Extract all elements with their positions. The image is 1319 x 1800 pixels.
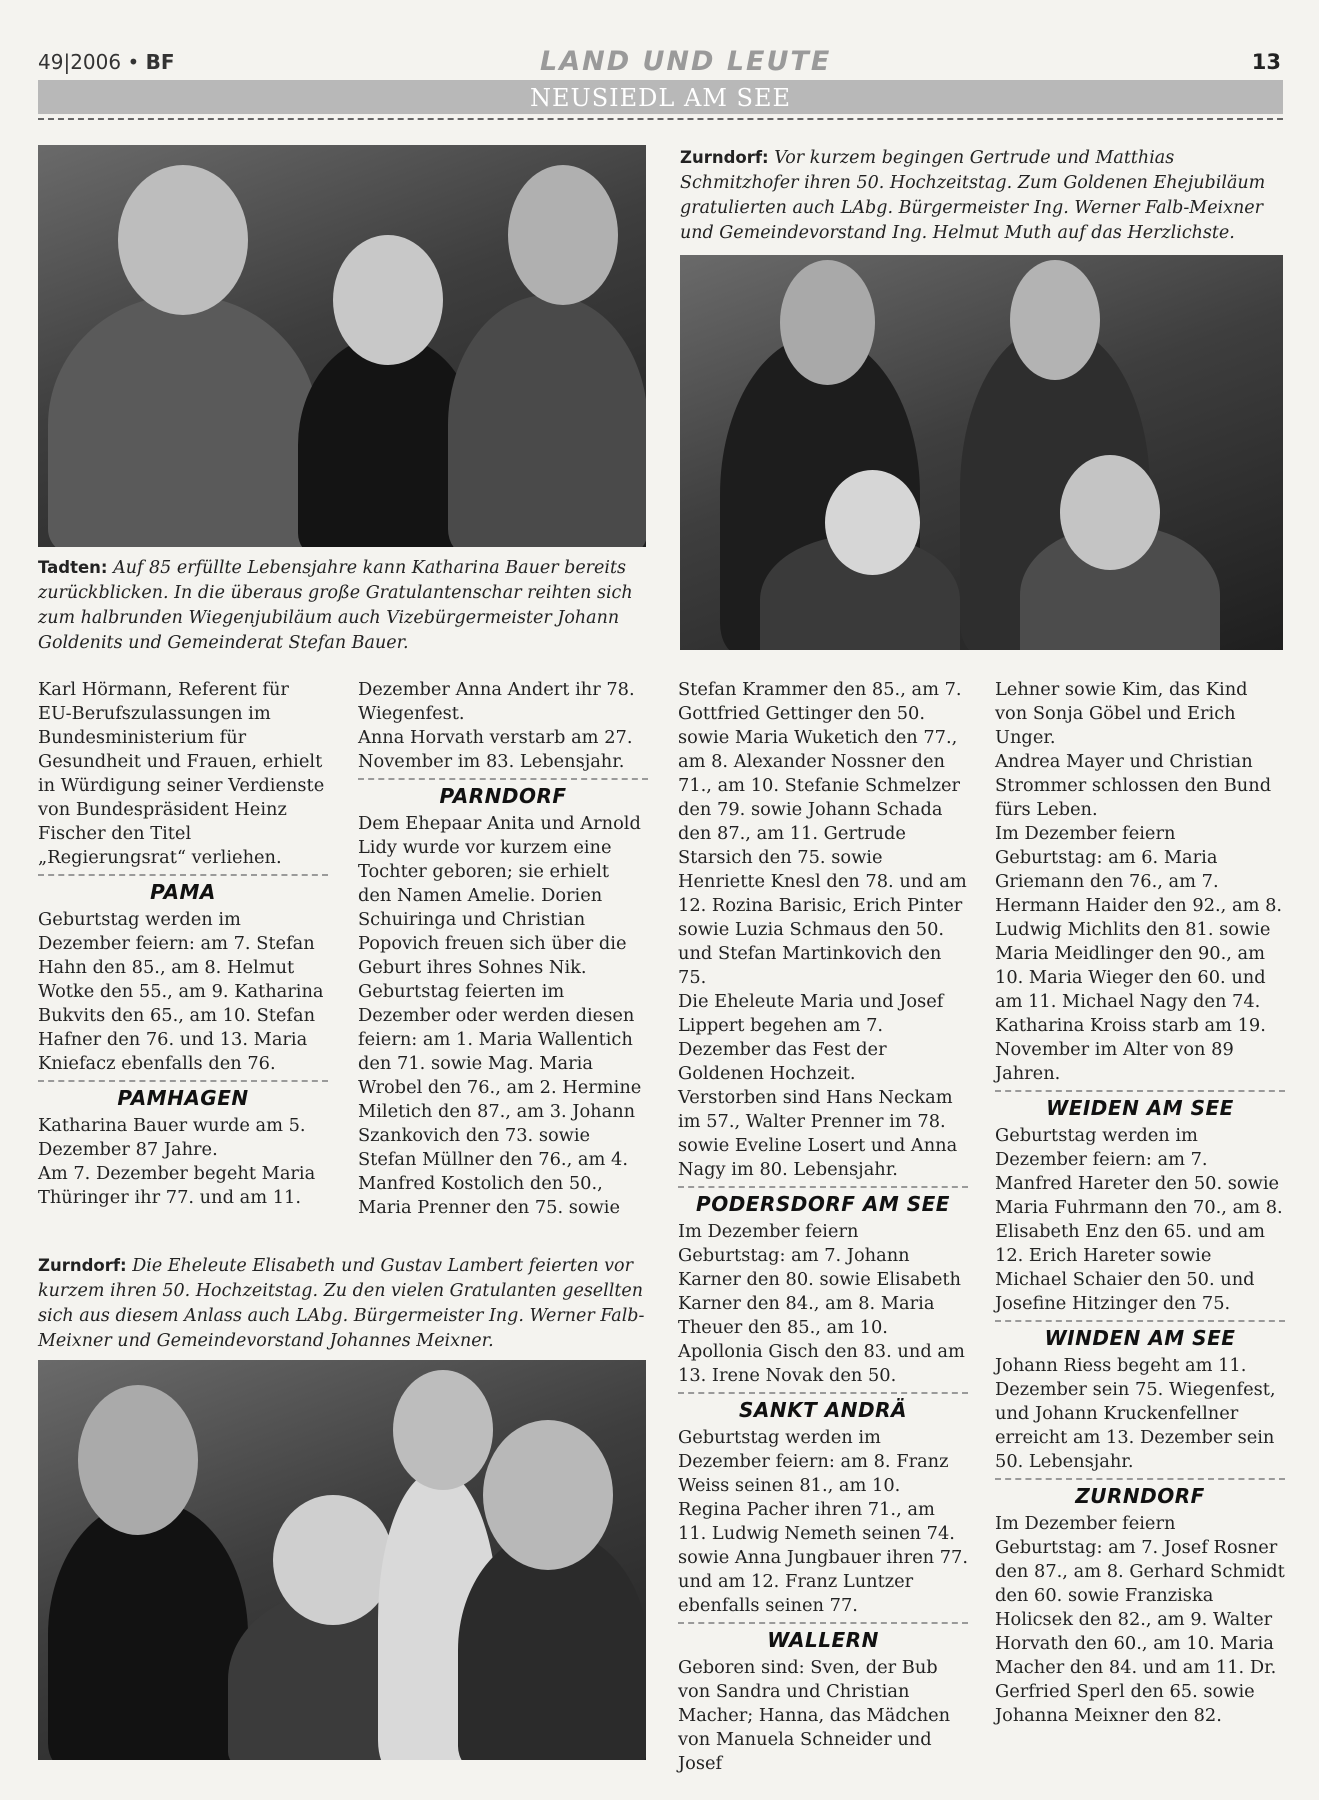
article-paragraph: Geburtstag werden im Dezember feiern: am 7. Manfred Hareter den 50. sowie Maria Fuhrmann den 70., am 8. Elisabeth Enz den 65. und am 12. Erich Hareter sowie Michael Schaier den 50. und Josefine Hitzinger den 75. — [995, 1125, 1283, 1314]
column-2 — [358, 678, 648, 1220]
photo-zurndorf-bottom — [38, 1360, 646, 1760]
caption-place: Zurndorf: — [680, 148, 769, 167]
article-paragraph: Geburtstag werden im Dezember feiern: am 7. Stefan Hahn den 85., am 8. Helmut Wotke den 55., am 9. Katharina Bukvits den 65., am 10. Stefan Hafner den 76. und 13. Maria Kniefacz ebenfalls den 76. — [38, 909, 324, 1074]
section-title: LAND UND LEUTE — [540, 46, 832, 77]
caption-zurndorf-top — [680, 145, 1280, 246]
article-paragraph: Im Dezember feiern Geburtstag: am 7. Johann Karner den 80. sowie Elisabeth Karner den 84., am 8. Maria Theuer den 85., am 10. Apollonia Gisch den 83. und am 13. Irene Novak den 50. — [678, 1221, 965, 1386]
photo-zurndorf-top — [680, 255, 1283, 650]
article-paragraph: Geboren sind: Sven, der Bub von Sandra und Christian Macher; Hanna, das Mädchen von Manuela Schneider und Josef — [678, 1657, 951, 1774]
caption-tadten — [38, 555, 646, 656]
article-paragraph: Lehner sowie Kim, das Kind von Sonja Göbel und Erich Unger. — [995, 679, 1248, 748]
section-heading-sankt-andrae: SANKT ANDRÄ — [678, 1392, 968, 1422]
article-paragraph: Karl Hörmann, Referent für EU-Berufszulassungen im Bundesministerium für Gesundheit und Frauen, erhielt in Würdigung seiner Verdienste von Bundespräsident Heinz Fischer den Titel „Regierungsrat“ verliehen. — [38, 679, 325, 868]
column-3 — [678, 678, 968, 1776]
article-paragraph: Stefan Krammer den 85., am 7. Gottfried Gettinger den 50. sowie Maria Wuketich den 77., am 8. Alexander Nossner den 71., am 10. Stefanie Schmelzer den 79. sowie Johann Schada den 87., am 11. Gertrude Starsich den 75. sowie Henriette Knesl den 78. und am 12. Rozina Barisic, Erich Pinter sowie Luzia Schmaus den 50. und Stefan Martinkovich den 75. — [678, 679, 967, 988]
article-paragraph: Katharina Bauer wurde am 5. Dezember 87 Jahre. — [38, 1115, 306, 1160]
article-paragraph: Im Dezember feiern Geburtstag: am 6. Maria Griemann den 76., am 7. Hermann Haider den 92., am 8. Ludwig Michlits den 81. sowie Maria Meidlinger den 90., am 10. Maria Wieger den 60. und am 11. Michael Nagy den 74. — [995, 823, 1283, 1012]
section-heading-pama: PAMA — [38, 874, 328, 904]
column-1 — [38, 678, 328, 1210]
article-paragraph: Am 7. Dezember begeht Maria Thüringer ihr 77. und am 11. — [38, 1163, 316, 1208]
article-paragraph: Anna Horvath verstarb am 27. November im 83. Lebensjahr. — [358, 727, 633, 772]
header-divider — [38, 118, 1283, 120]
article-paragraph: Dem Ehepaar Anita und Arnold Lidy wurde vor kurzem eine Tochter geboren; sie erhielt den Namen Amelie. Dorien Schuiringa und Christian Popovich freuen sich über die Geburt ihres Sohnes Nik. — [358, 813, 641, 978]
section-heading-podersdorf: PODERSDORF AM SEE — [678, 1186, 968, 1216]
issue-info — [38, 50, 175, 74]
article-paragraph: Katharina Kroiss starb am 19. November im Alter von 89 Jahren. — [995, 1015, 1266, 1084]
article-paragraph: Verstorben sind Hans Neckam im 57., Walter Prenner im 78. sowie Eveline Losert und Anna Nagy im 80. Lebensjahr. — [678, 1087, 958, 1180]
section-heading-wallern: WALLERN — [678, 1622, 968, 1652]
article-paragraph: Johann Riess begeht am 11. Dezember sein 75. Wiegenfest, und Johann Kruckenfellner erreicht am 13. Dezember sein 50. Lebensjahr. — [995, 1355, 1276, 1472]
paper-name: BF — [145, 50, 175, 74]
section-heading-winden: WINDEN AM SEE — [995, 1320, 1285, 1350]
photo-tadten — [38, 145, 646, 547]
article-paragraph: Dezember Anna Andert ihr 78. Wiegenfest. — [358, 679, 635, 724]
caption-place: Zurndorf: — [38, 1256, 127, 1275]
section-heading-zurndorf: ZURNDORF — [995, 1478, 1285, 1508]
caption-place: Tadten: — [38, 558, 108, 577]
section-heading-weiden: WEIDEN AM SEE — [995, 1090, 1285, 1120]
section-heading-pamhagen: PAMHAGEN — [38, 1080, 328, 1110]
region-banner: NEUSIEDL AM SEE — [38, 80, 1283, 114]
article-paragraph: Geburtstag werden im Dezember feiern: am 8. Franz Weiss seinen 81., am 10. Regina Pacher ihren 71., am 11. Ludwig Nemeth seinen 74. sowie Anna Jungbauer ihren 77. und am 12. Franz Luntzer ebenfalls seinen 77. — [678, 1427, 968, 1616]
caption-text: Vor kurzem begingen Gertrude und Matthias Schmitzhofer ihren 50. Hochzeitstag. Zum Goldenen Ehejubiläum gratulierten auch LAbg. Bürgermeister Ing. Werner Falb-Meixner und Gemeindevorstand Ing. Helmut Muth auf das Herzlichste. — [680, 148, 1266, 243]
article-paragraph: Geburtstag feierten im Dezember oder werden diesen feiern: am 1. Maria Wallentich den 71. sowie Mag. Maria Wrobel den 76., am 2. Hermine Miletich den 87., am 3. Johann Szankovich den 73. sowie Stefan Müllner den 76., am 4. Manfred Kostolich den 50., Maria Prenner den 75. sowie — [358, 981, 642, 1218]
section-heading-parndorf: PARNDORF — [358, 778, 648, 808]
issue-number: 49|2006 • — [38, 50, 140, 74]
page-number: 13 — [1251, 50, 1281, 74]
article-paragraph: Die Eheleute Maria und Josef Lippert begehen am 7. Dezember das Fest der Goldenen Hochzeit. — [678, 991, 944, 1084]
caption-text: Auf 85 erfüllte Lebensjahre kann Katharina Bauer bereits zurückblicken. In die überaus große Gratulantenschar reihten sich zum halbrunden Wiegenjubiläum auch Vizebürgermeister Johann Goldenits und Gemeinderat Stefan Bauer. — [38, 558, 633, 653]
article-paragraph: Im Dezember feiern Geburtstag: am 7. Josef Rosner den 87., am 8. Gerhard Schmidt den 60. sowie Franziska Holicsek den 82., am 9. Walter Horvath den 60., am 10. Maria Macher den 84. und am 11. Dr. Gerfried Sperl den 65. sowie Johanna Meixner den 82. — [995, 1513, 1285, 1726]
caption-text: Die Eheleute Elisabeth und Gustav Lambert feierten vor kurzem ihren 50. Hochzeitstag. Zu den vielen Gratulanten gesellten sich aus diesem Anlass auch LAbg. Bürgermeister Ing. Werner Falb-Meixner und Gemeindevorstand Johannes Meixner. — [38, 1256, 645, 1351]
article-paragraph: Andrea Mayer und Christian Strommer schlossen den Bund fürs Leben. — [995, 751, 1272, 820]
caption-zurndorf-bottom — [38, 1253, 646, 1354]
column-4 — [995, 678, 1285, 1728]
